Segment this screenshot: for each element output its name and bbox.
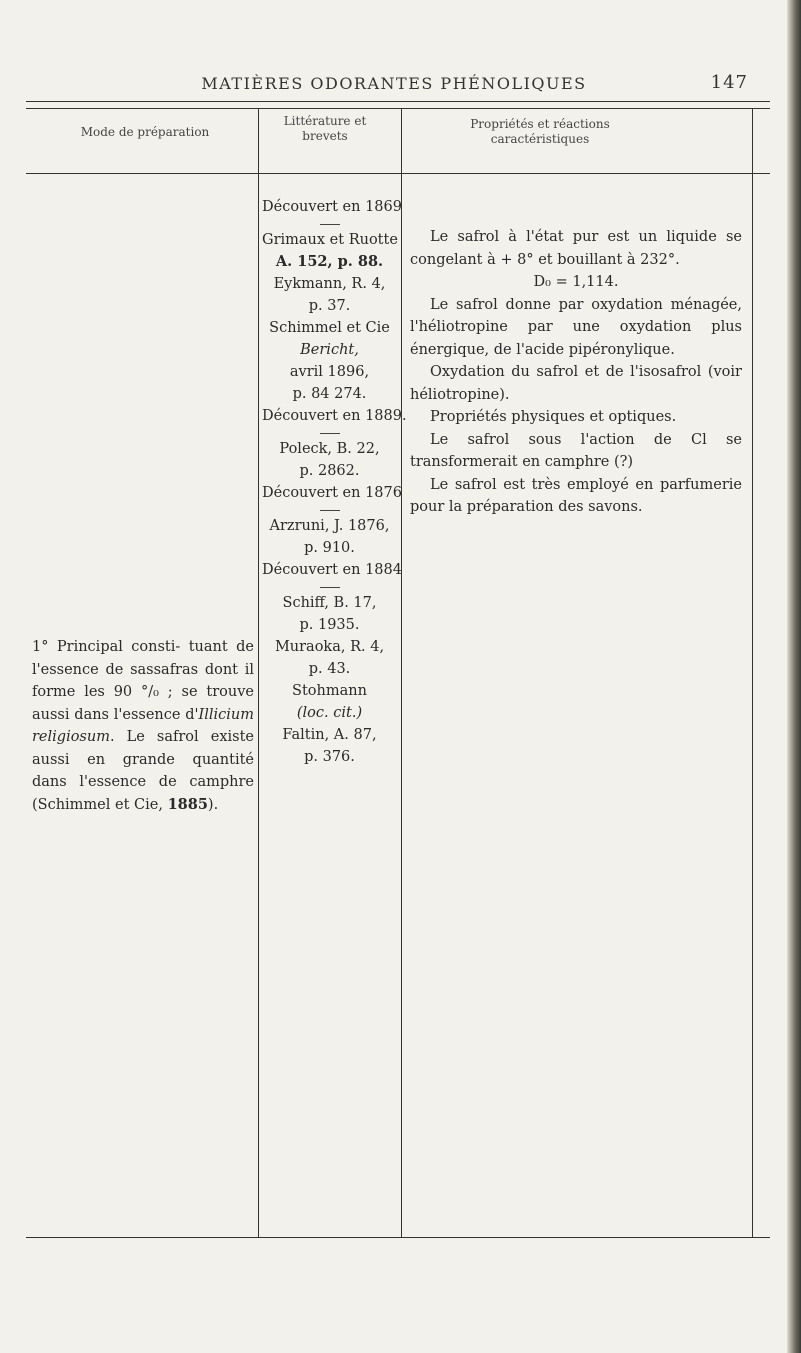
lit-line: Grimaux et Ruotte: [262, 232, 398, 248]
lit-line: Découvert en 1889.: [262, 408, 407, 424]
prep-line: sassafras dont il forme: [32, 661, 255, 700]
column-header-properties: Propriétés et réactions caractéristiques: [470, 117, 610, 146]
property-paragraph: Le safrol est très employé en parfumerie pour la préparation des savons.: [410, 476, 742, 515]
separator-dash: [320, 433, 340, 434]
prep-line: tuant de l'essence de: [32, 639, 254, 678]
prep-line: . Le safrol: [109, 729, 199, 745]
lit-line: Eykmann, R. 4,: [273, 276, 386, 292]
property-paragraph: Le safrol donne par oxydation ménagée, l'héliotropine par une oxydation plus énergique, de l'acide pipéronylique.: [410, 296, 742, 358]
lit-line: p. 910.: [304, 540, 355, 556]
table-header-rule: [26, 173, 770, 174]
page-edge-shadow: [787, 0, 801, 1353]
table-top-rule: [26, 101, 770, 102]
column-header-literature: Littérature et brevets: [283, 114, 367, 143]
prep-line: Cie,: [134, 796, 168, 813]
lit-line: Découvert en 1876: [262, 485, 402, 501]
separator-dash: [320, 587, 340, 588]
page-number: 147: [710, 72, 748, 93]
lit-line: p. 1935.: [299, 617, 360, 633]
lit-line: p. 37.: [308, 298, 351, 314]
lit-line: Découvert en 1884: [262, 562, 402, 578]
prep-year: 1885: [167, 795, 208, 813]
preparation-cell: [32, 636, 254, 816]
properties-cell: [410, 226, 742, 519]
column-divider-2: [401, 108, 402, 1237]
table-top-rule-2: [26, 108, 770, 109]
prep-line: ).: [207, 796, 219, 813]
lit-line: Bericht,: [300, 342, 359, 358]
property-paragraph: Propriétés physiques et optiques.: [430, 409, 677, 425]
prep-line: 1° Principal consti-: [32, 639, 181, 655]
lit-line: Stohmann: [292, 683, 367, 699]
lit-line: p. 2862.: [299, 463, 360, 479]
separator-dash: [320, 510, 340, 511]
prep-line: dans l'essence d': [74, 706, 199, 723]
lit-line: p. 376.: [304, 749, 355, 765]
separator-dash: [320, 224, 340, 225]
prep-species-name: Illicium religiosum: [32, 706, 254, 745]
column-header-preparation: Mode de préparation: [80, 125, 210, 139]
prep-line: existe aussi en grande: [32, 729, 255, 768]
lit-line: Schimmel et Cie: [269, 320, 390, 336]
property-paragraph: D₀ = 1,114.: [533, 274, 619, 290]
running-header: [0, 74, 788, 93]
lit-line: Poleck, B. 22,: [279, 441, 380, 457]
lit-line: Faltin, A. 87,: [282, 727, 377, 743]
lit-line: Muraoka, R. 4,: [274, 639, 385, 655]
lit-line: Arzruni, J. 1876,: [269, 518, 390, 534]
lit-line: avril 1896,: [289, 364, 370, 380]
property-paragraph: Le safrol à l'état pur est un liquide se congelant à + 8° et bouillant à 232°.: [410, 229, 742, 268]
prep-line: de camphre (Schimmel et: [32, 774, 254, 813]
lit-line: p. 84 274.: [292, 386, 367, 402]
header-title: MATIÈRES ODORANTES PHÉNOLIQUES: [201, 74, 587, 93]
prep-line: quantité dans l'essence: [32, 751, 255, 790]
column-divider-1: [258, 108, 259, 1237]
literature-cell: [262, 196, 407, 768]
lit-line: Découvert en 1869: [262, 199, 402, 215]
lit-line: Schiff, B. 17,: [282, 595, 377, 611]
lit-line: p. 43.: [308, 661, 351, 677]
property-paragraph: Le safrol sous l'action de Cl se transformerait en camphre (?): [410, 431, 742, 470]
lit-line: (loc. cit.): [296, 705, 363, 721]
column-divider-3: [752, 108, 753, 1237]
property-paragraph: Oxydation du safrol et de l'isosafrol (voir héliotropine).: [410, 364, 742, 403]
prep-line: les 90 °/₀ ; se trouve aussi: [32, 684, 254, 723]
lit-line: A. 152, p. 88.: [275, 253, 384, 270]
table-bottom-rule: [26, 1237, 770, 1238]
